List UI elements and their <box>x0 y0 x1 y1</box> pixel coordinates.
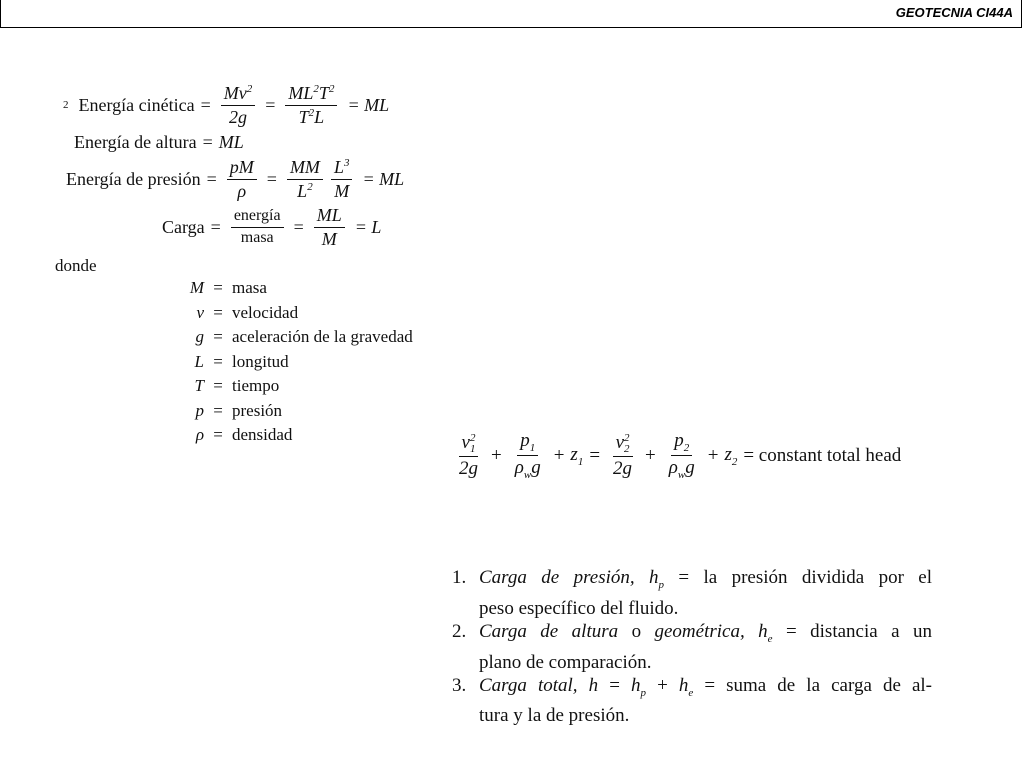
list-line-1 <box>479 620 932 651</box>
t2-den-sub: w <box>523 469 532 482</box>
head-description: = distancia a un <box>786 620 932 642</box>
head-term: Carga de presión, <box>479 567 635 588</box>
header-bar <box>0 0 1022 28</box>
head-result: = L <box>354 216 382 237</box>
height-energy-equation <box>74 132 244 153</box>
bernoulli-term-2 <box>512 430 544 482</box>
plus-sign: + <box>707 444 719 466</box>
pressure-den2: L <box>297 180 308 201</box>
equals-sign: = <box>213 302 223 322</box>
t2-num-sub: 1 <box>529 441 536 454</box>
t4-num: p <box>674 430 684 451</box>
head-term: Carga total, <box>479 674 578 696</box>
equals-sign: = <box>266 168 277 189</box>
pressure-energy-label: Energía de presión <box>66 168 201 189</box>
formula-h2: h <box>678 674 689 696</box>
t3-num-exp: 2 <box>624 431 630 444</box>
pressure-num1: pM <box>227 157 257 180</box>
formula-h2-sub: e <box>688 686 694 699</box>
t3-num: v <box>615 432 624 454</box>
kinetic-num1-exp: 2 <box>246 83 253 95</box>
definition-symbol: L <box>194 351 204 371</box>
kinetic-num2-exp-b: 2 <box>328 83 335 95</box>
definition-symbol: p <box>195 400 204 420</box>
list-number: 3. <box>452 674 467 696</box>
kinetic-den2: T <box>298 106 309 127</box>
t1-num-sub: 1 <box>469 442 476 455</box>
definition-row <box>184 350 413 375</box>
t1-num: v <box>461 432 470 454</box>
definition-meaning: tiempo <box>232 376 280 396</box>
equals-sign: = <box>265 94 276 115</box>
pressure-fraction-1 <box>227 157 257 201</box>
pressure-den3: M <box>334 180 350 201</box>
head-symbol: h <box>758 620 768 642</box>
head-description: = suma de la carga de al- <box>704 674 933 696</box>
definition-symbol: v <box>196 302 204 322</box>
definition-symbol: T <box>194 376 204 396</box>
definition-row <box>184 399 413 424</box>
kinetic-fraction-1 <box>221 83 255 127</box>
head-fraction-1 <box>231 207 284 247</box>
pressure-den1: ρ <box>237 180 247 201</box>
definition-row <box>184 325 413 350</box>
z2: z <box>724 444 732 466</box>
pressure-num3-exp: 3 <box>343 157 350 169</box>
kinetic-result: = ML <box>347 94 390 115</box>
equals-sign: = <box>213 278 223 298</box>
kinetic-num2-mid: T <box>318 83 329 103</box>
head-num2: ML <box>314 205 345 228</box>
t4-den-end: g <box>685 457 695 479</box>
definition-row <box>184 276 413 301</box>
kinetic-num2-exp-a: 2 <box>313 83 319 95</box>
head-fraction-2 <box>314 205 345 249</box>
head-label: Carga <box>162 216 205 237</box>
page-header-title: GEOTECNIA CI44A <box>895 5 1013 20</box>
equals-sign: = <box>210 216 221 237</box>
equals-sign: = <box>213 351 223 371</box>
definition-meaning: presión <box>232 400 283 420</box>
list-number: 1. <box>452 567 467 588</box>
head-symbol: h <box>588 674 599 696</box>
definition-symbol: ρ <box>195 425 204 445</box>
pressure-den2-exp: 2 <box>307 180 313 193</box>
list-item <box>452 566 932 620</box>
list-line-2: tura y la de presión. <box>479 705 630 727</box>
t4-num-sub: 2 <box>683 441 690 454</box>
t3-num-sub: 2 <box>624 442 630 455</box>
kinetic-num1: Mv <box>223 83 247 103</box>
kinetic-den2-end: L <box>314 106 325 127</box>
pressure-energy-equation <box>66 157 410 201</box>
t1-den: 2g <box>459 457 478 479</box>
plus-sign: + <box>553 444 565 466</box>
definition-meaning: velocidad <box>232 302 299 322</box>
head-description: = la presión dividida por el <box>678 567 933 588</box>
head-term-2: geométrica, <box>654 620 745 642</box>
kinetic-energy-equation <box>63 83 395 127</box>
height-result: ML <box>218 132 244 152</box>
definition-row <box>184 374 413 399</box>
head-definitions-list <box>452 566 932 727</box>
head-connector: o <box>631 620 642 642</box>
list-line-2: plano de comparación. <box>479 651 652 673</box>
definition-meaning: masa <box>232 278 267 298</box>
t1-num-exp: 2 <box>469 431 476 444</box>
list-number: 2. <box>452 620 467 642</box>
pressure-num2: MM <box>287 157 323 180</box>
t2-num: p <box>520 430 530 451</box>
definition-meaning: densidad <box>232 425 293 445</box>
definition-symbol: g <box>195 327 204 347</box>
head-equation <box>162 205 387 249</box>
z1: z <box>570 444 578 466</box>
bernoulli-equation <box>452 430 907 482</box>
definition-meaning: longitud <box>232 351 289 371</box>
t4-den: ρ <box>668 457 678 479</box>
kinetic-fraction-2 <box>285 83 337 127</box>
equals-sign: = <box>206 168 217 189</box>
height-energy-label: Energía de altura <box>74 132 197 152</box>
head-num1: energía <box>231 207 284 227</box>
equals-sign: = <box>293 216 304 237</box>
head-den2: M <box>321 228 337 249</box>
t2-den: ρ <box>514 457 524 479</box>
definition-row <box>184 423 413 448</box>
pressure-num3: L <box>333 157 344 177</box>
kinetic-energy-label: Energía cinética <box>78 94 195 115</box>
head-symbol-sub: e <box>767 632 773 645</box>
plus-sign: + <box>645 444 656 466</box>
definition-symbol: M <box>189 278 204 298</box>
z1-sub: 1 <box>577 455 584 468</box>
list-line-1 <box>479 566 932 597</box>
equals-sign: = <box>609 674 620 696</box>
footnote-mark: 2 <box>63 99 69 112</box>
equals-sign: = <box>213 327 223 347</box>
t2-den-end: g <box>531 457 541 479</box>
kinetic-den2-exp: 2 <box>308 106 315 119</box>
definitions-list <box>184 276 413 448</box>
plus-sign: + <box>491 444 502 466</box>
equals-sign: = <box>200 94 211 115</box>
t4-den-sub: w <box>677 469 686 482</box>
pressure-fraction-2 <box>287 157 323 201</box>
bernoulli-term-4 <box>666 430 698 482</box>
equals-sign: = <box>202 132 213 152</box>
equals-sign: = <box>213 425 223 445</box>
definition-meaning: aceleración de la gravedad <box>232 327 413 347</box>
bernoulli-term-3 <box>610 432 635 479</box>
t3-den: 2g <box>613 457 633 479</box>
list-item <box>452 674 932 728</box>
list-item <box>452 620 932 674</box>
bernoulli-term-1 <box>456 432 481 479</box>
equals-sign: = <box>213 400 223 420</box>
head-term: Carga de altura <box>479 620 619 642</box>
definition-row <box>184 301 413 326</box>
head-den1: masa <box>240 228 274 246</box>
kinetic-den1: 2g <box>229 106 247 127</box>
pressure-fraction-3 <box>331 157 353 201</box>
list-line-1 <box>479 674 932 705</box>
head-symbol: h <box>649 567 659 588</box>
bernoulli-rhs: = constant total head <box>743 444 902 466</box>
equals-sign: = <box>589 444 601 466</box>
formula-h1-sub: p <box>640 686 646 699</box>
head-symbol-sub: p <box>658 578 665 591</box>
formula-h1: h <box>630 674 641 696</box>
plus-sign: + <box>657 674 668 696</box>
kinetic-num2: ML <box>288 83 314 103</box>
z2-sub: 2 <box>731 455 738 468</box>
equals-sign: = <box>213 376 223 396</box>
list-line-2: peso específico del fluido. <box>479 597 679 619</box>
pressure-result: = ML <box>362 168 405 189</box>
where-label: donde <box>55 256 97 275</box>
